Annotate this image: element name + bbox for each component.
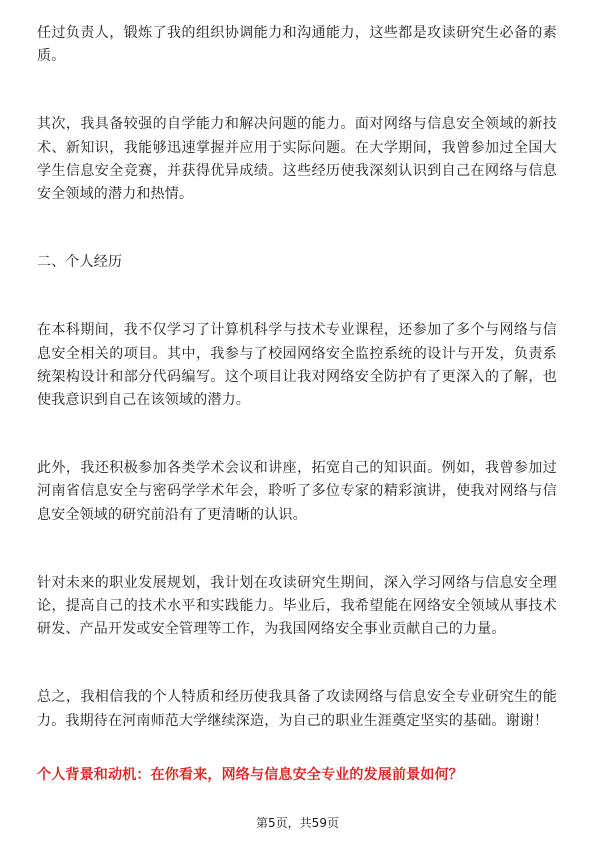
paragraph-self-learning: 其次，我具备较强的自学能力和解决问题的能力。面对网络与信息安全领域的新技术、新知识，我能够迅速掌握并应用于实际问题。在大学期间，我曾参加过全国大学生信息安全竞赛，并获得优异成绩。这些经历使我深刻认识到自己在网络与信息安全领域的潜力和热情。 — [37, 116, 557, 203]
paragraph-career-plan: 针对未来的职业发展规划，我计划在攻读研究生期间，深入学习网络与信息安全理论，提高自己的技术水平和实践能力。毕业后，我希望能在网络安全领域从事技术研发、产品开发或安全管理等工作，为我国网络安全事业贡献自己的力量。 — [37, 574, 557, 638]
interview-question: 个人背景和动机：在你看来，网络与信息安全专业的发展前景如何？ — [37, 767, 463, 783]
page-number-footer: 第5页，共59页 — [256, 816, 339, 830]
section-heading-personal-experience: 二、个人经历 — [37, 254, 123, 271]
paragraph-undergrad-projects: 在本科期间，我不仅学习了计算机科学与技术专业课程，还参加了多个与网络与信息安全相关的项目。其中，我参与了校园网络安全监控系统的设计与开发，负责系统架构设计和部分代码编写。这个项目让我对网络安全防护有了更深入的了解，也使我意识到自己在该领域的潜力。 — [37, 322, 557, 409]
document-body — [37, 22, 557, 733]
paragraph-academic-conferences: 此外，我还积极参加各类学术会议和讲座，拓宽自己的知识面。例如，我曾参加过河南省信息安全与密码学学术年会，聆听了多位专家的精彩演讲，使我对网络与信息安全领域的研究前沿有了更清晰的认识。 — [37, 460, 557, 523]
paragraph-intro-continuation: 任过负责人，锻炼了我的组织协调能力和沟通能力，这些都是攻读研究生必备的素质。 — [37, 25, 557, 65]
paragraph-conclusion: 总之，我相信我的个人特质和经历使我具备了攻读网络与信息安全专业研究生的能力。我期待在河南师范大学继续深造，为自己的职业生涯奠定坚实的基础。谢谢！ — [37, 689, 557, 729]
